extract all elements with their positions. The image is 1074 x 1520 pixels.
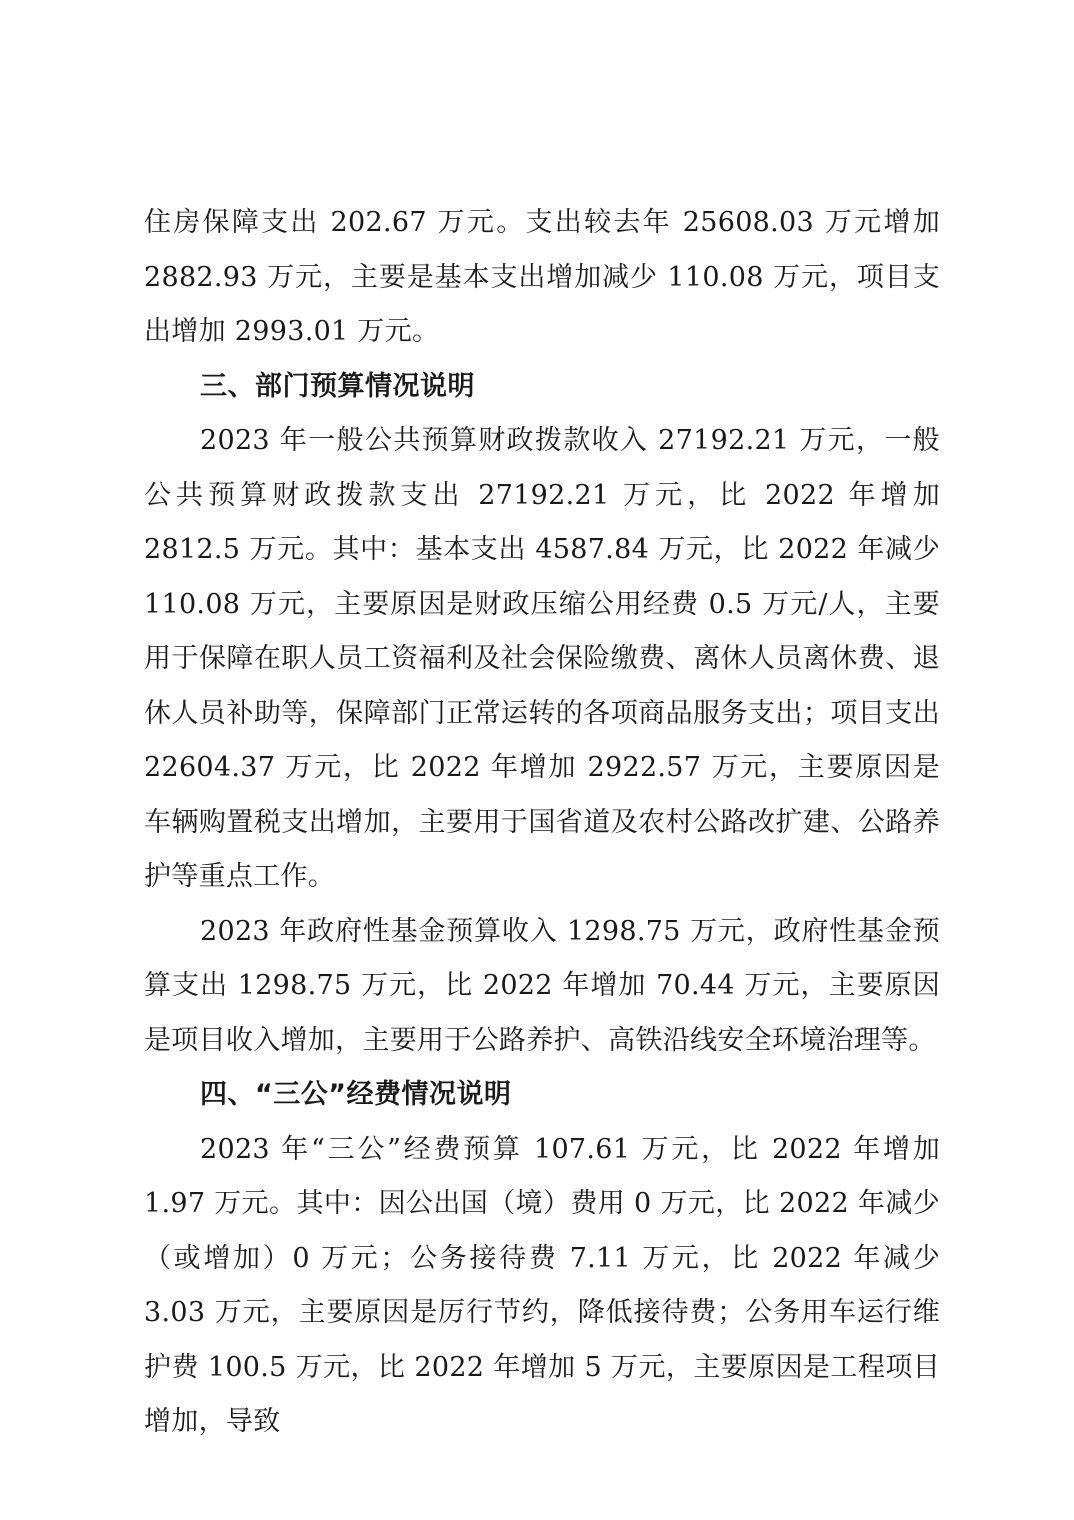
paragraph-government-fund: 2023 年政府性基金预算收入 1298.75 万元，政府性基金预算支出 1298.75 万元，比 2022 年增加 70.44 万元，主要原因是项目收入增加，主要用于公路养护、高铁沿线安全环境治理等。 [144,915,940,1056]
paragraph-housing-expenditure: 住房保障支出 202.67 万元。支出较去年 25608.03 万元增加 2882.93 万元，主要是基本支出增加减少 110.08 万元，项目支出增加 2993.01 万元。 [144,207,940,347]
heading-section-4: 四、“三公”经费情况说明 [200,1079,512,1110]
paragraph-three-public-expenses: 2023 年“三公”经费预算 107.61 万元，比 2022 年增加 1.97 万元。其中：因公出国（境）费用 0 万元，比 2022 年减少（或增加）0 万元；公务接待费 7.11 万元，比 2022 年减少 3.03 万元，主要原因是厉行节约，降低接待费；公务用车运行维护费 100.5 万元，比 2022 年增加 5 万元，主要原因是工程项目增加，导致 [144,1133,940,1437]
paragraph-general-budget: 2023 年一般公共预算财政拨款收入 27192.21 万元，一般公共预算财政拨款支出 27192.21 万元，比 2022 年增加 2812.5 万元。其中：基本支出 4587.84 万元，比 2022 年减少 110.08 万元，主要原因是财政压缩公用经费 0.5 万元/人，主要用于保障在职人员工资福利及社会保险缴费、离休人员离休费、退休人员补助等，保障部门正常运转的各项商品服务支出；项目支出 22604.37 万元，比 2022 年增加 2922.57 万元，主要原因是车辆购置税支出增加，主要用于国省道及农村公路改扩建、公路养护等重点工作。 [144,425,940,892]
document-page [144,196,940,1450]
heading-section-3: 三、部门预算情况说明 [200,370,475,402]
